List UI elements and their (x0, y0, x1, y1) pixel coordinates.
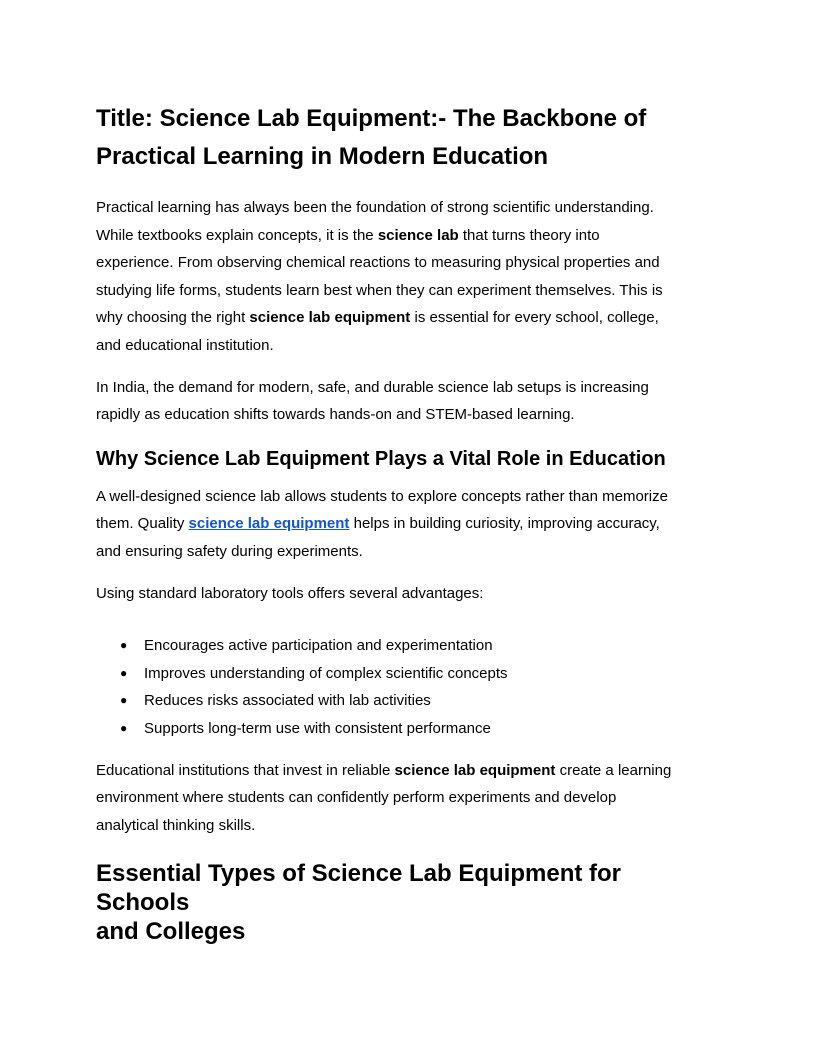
science-lab-equipment-link[interactable]: science lab equipment (188, 515, 350, 533)
bold-keyword: science lab (377, 226, 459, 244)
section-heading-vital-role: Why Science Lab Equipment Plays a Vital Role in Education (96, 447, 666, 470)
india-paragraph (96, 374, 720, 429)
list-item-text: Encourages active participation and experimentation (144, 637, 493, 655)
document-title-line-1: Title: Science Lab Equipment:- The Backbone of (96, 105, 647, 132)
india-line-1: In India, the demand for modern, safe, and durable science lab setups is increasing (96, 378, 649, 396)
section1-p3-line-1 (96, 757, 720, 785)
list-item-text: Improves understanding of complex scientific concepts (144, 664, 508, 682)
list-item (96, 715, 720, 743)
intro-text: While textbooks explain concepts, it is the (96, 226, 378, 244)
body-text: helps in building curiosity, improving accuracy, (349, 515, 660, 533)
intro-paragraph (96, 194, 720, 360)
list-item (96, 687, 720, 715)
intro-line-6: and educational institution. (96, 336, 274, 354)
advantages-list (96, 621, 720, 742)
section1-paragraph-2: Using standard laboratory tools offers several advantages: (96, 584, 484, 602)
intro-text: why choosing the right (96, 309, 250, 327)
body-text: Educational institutions that invest in reliable (96, 761, 395, 779)
list-item (96, 632, 720, 660)
bullet-icon: ● (120, 693, 128, 708)
intro-text: is essential for every school, college, (410, 309, 659, 327)
section2-heading-line-1: Essential Types of Science Lab Equipment for Schools (96, 860, 622, 917)
section1-p3-line-2: environment where students can confidently perform experiments and develop (96, 789, 617, 807)
bullet-icon: ● (120, 665, 128, 680)
body-text: create a learning (555, 761, 672, 779)
bullet-icon: ● (120, 638, 128, 653)
document-page (96, 100, 720, 946)
bold-keyword: science lab equipment (249, 309, 411, 327)
intro-line-2 (96, 222, 720, 250)
intro-text: that turns theory into (458, 226, 600, 244)
list-item-text: Reduces risks associated with lab activities (144, 692, 431, 710)
intro-line-5 (96, 304, 720, 332)
document-title (96, 100, 720, 176)
section1-p3-line-3: analytical thinking skills. (96, 816, 256, 834)
section1-p1-line-1: A well-designed science lab allows students to explore concepts rather than memorize (96, 487, 668, 505)
document-title-line-2: Practical Learning in Modern Education (96, 143, 549, 170)
body-text: them. Quality (96, 515, 189, 533)
section1-p1-line-2 (96, 510, 720, 538)
india-line-2: rapidly as education shifts towards hands-on and STEM-based learning. (96, 406, 575, 424)
section1-paragraph-3 (96, 757, 720, 840)
section1-p1-line-3: and ensuring safety during experiments. (96, 542, 363, 560)
section1-paragraph-1 (96, 483, 720, 566)
list-item-text: Supports long-term use with consistent performance (144, 719, 491, 737)
intro-line-3: experience. From observing chemical reactions to measuring physical properties and (96, 254, 660, 272)
bullet-icon: ● (120, 720, 128, 735)
section2-heading-line-2: and Colleges (96, 918, 246, 946)
intro-line-4: studying life forms, students learn best when they can experiment themselves. This is (96, 281, 663, 299)
list-item (96, 660, 720, 688)
bold-keyword: science lab equipment (394, 761, 556, 779)
intro-line-1: Practical learning has always been the foundation of strong scientific understanding. (96, 199, 654, 216)
section-heading-essential-types (96, 859, 720, 946)
